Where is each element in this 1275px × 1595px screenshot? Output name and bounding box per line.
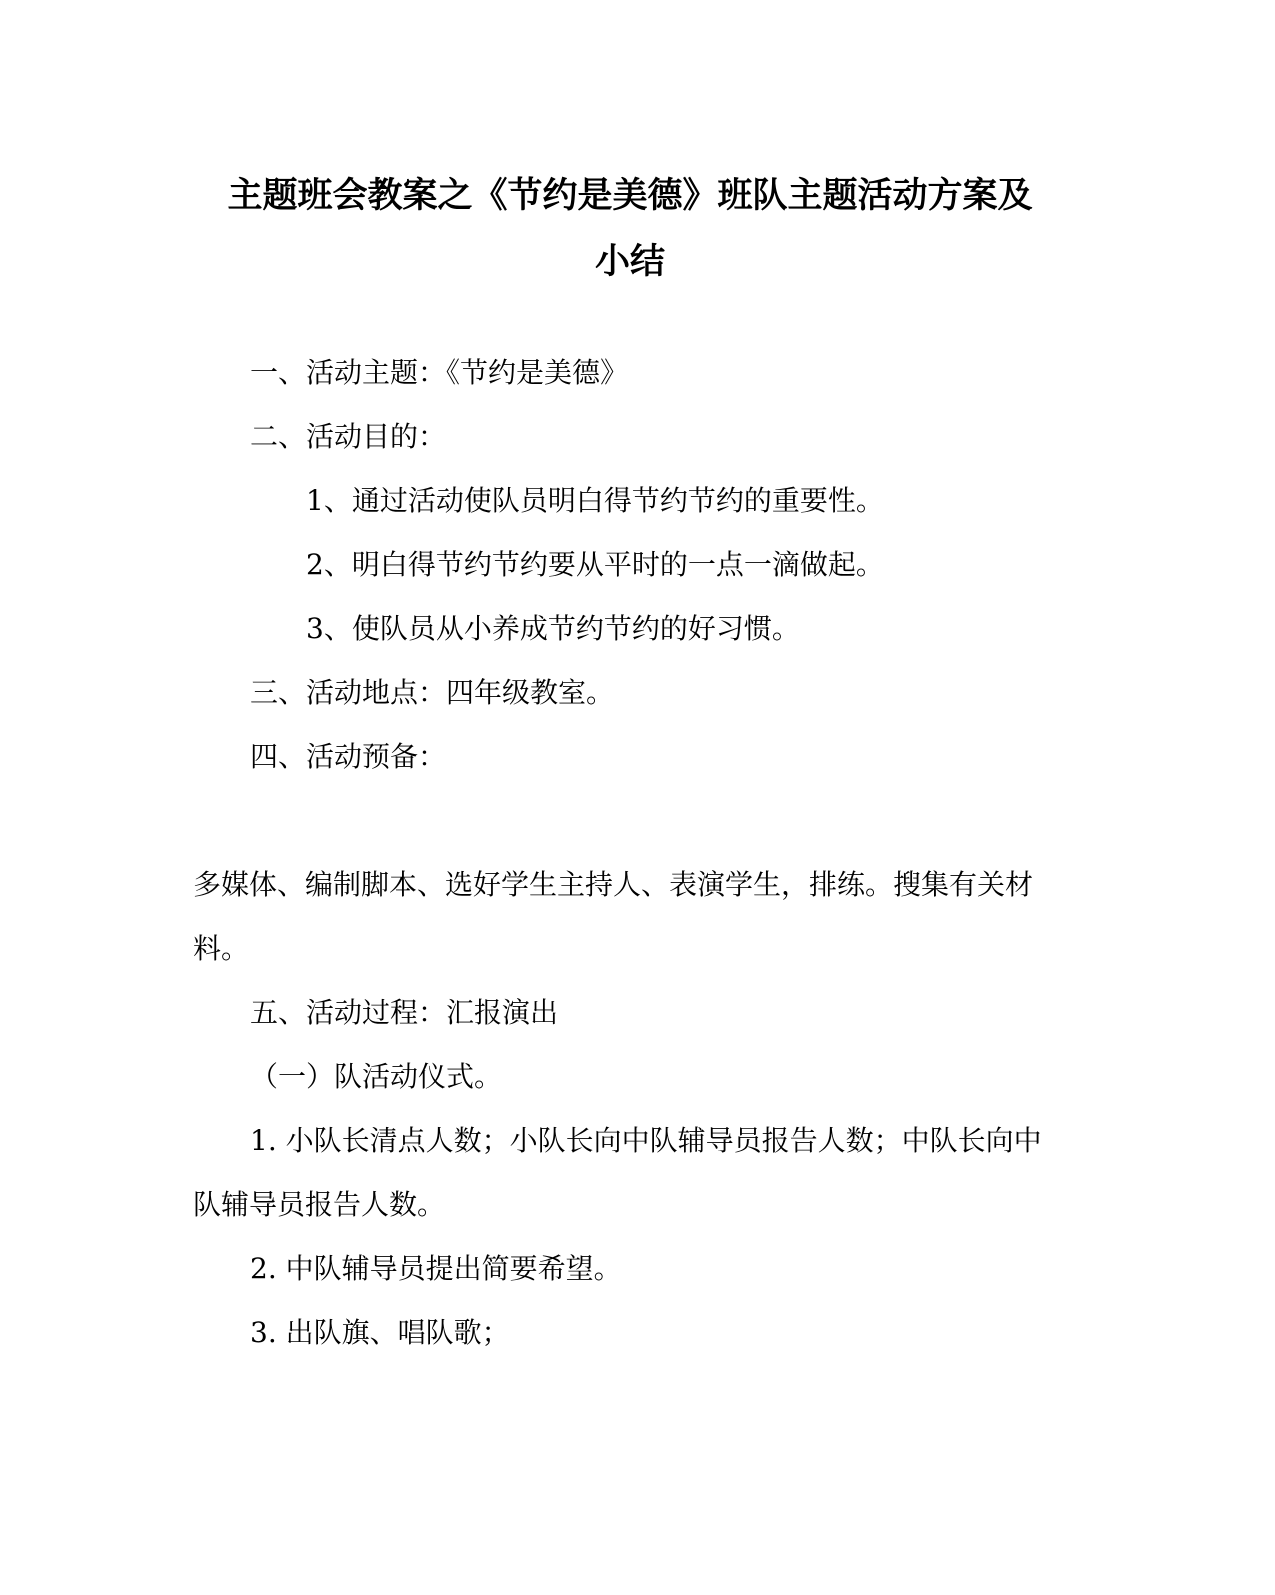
preparation-text-line-2: 料。 xyxy=(193,932,250,965)
ceremony-step-2: 2. 中队辅导员提出简要希望。 xyxy=(250,1252,622,1285)
section-activity-location: 三、活动地点：四年级教室。 xyxy=(250,676,615,709)
section-activity-purpose: 二、活动目的： xyxy=(250,420,447,453)
purpose-item-1: 1、通过活动使队员明白得节约节约的重要性。 xyxy=(306,484,884,517)
subsection-ceremony: （一）队活动仪式。 xyxy=(250,1060,503,1093)
document-title-line-2: 小结 xyxy=(594,242,665,282)
section-activity-preparation: 四、活动预备： xyxy=(250,740,447,773)
preparation-text-line-1: 多媒体、编制脚本、选好学生主持人、表演学生，排练。搜集有关材 xyxy=(193,868,1034,901)
purpose-item-3: 3、使队员从小养成节约节约的好习惯。 xyxy=(306,612,800,645)
purpose-item-2: 2、明白得节约节约要从平时的一点一滴做起。 xyxy=(306,548,884,581)
ceremony-step-1-line-1: 1. 小队长清点人数；小队长向中队辅导员报告人数；中队长向中 xyxy=(250,1124,1042,1157)
ceremony-step-1-line-2: 队辅导员报告人数。 xyxy=(193,1188,446,1221)
ceremony-step-3: 3. 出队旗、唱队歌； xyxy=(250,1316,510,1349)
document-title-line-1: 主题班会教案之《节约是美德》班队主题活动方案及 xyxy=(227,176,1033,216)
section-activity-process: 五、活动过程：汇报演出 xyxy=(250,996,559,1029)
section-activity-theme: 一、活动主题：《节约是美德》 xyxy=(250,356,629,389)
